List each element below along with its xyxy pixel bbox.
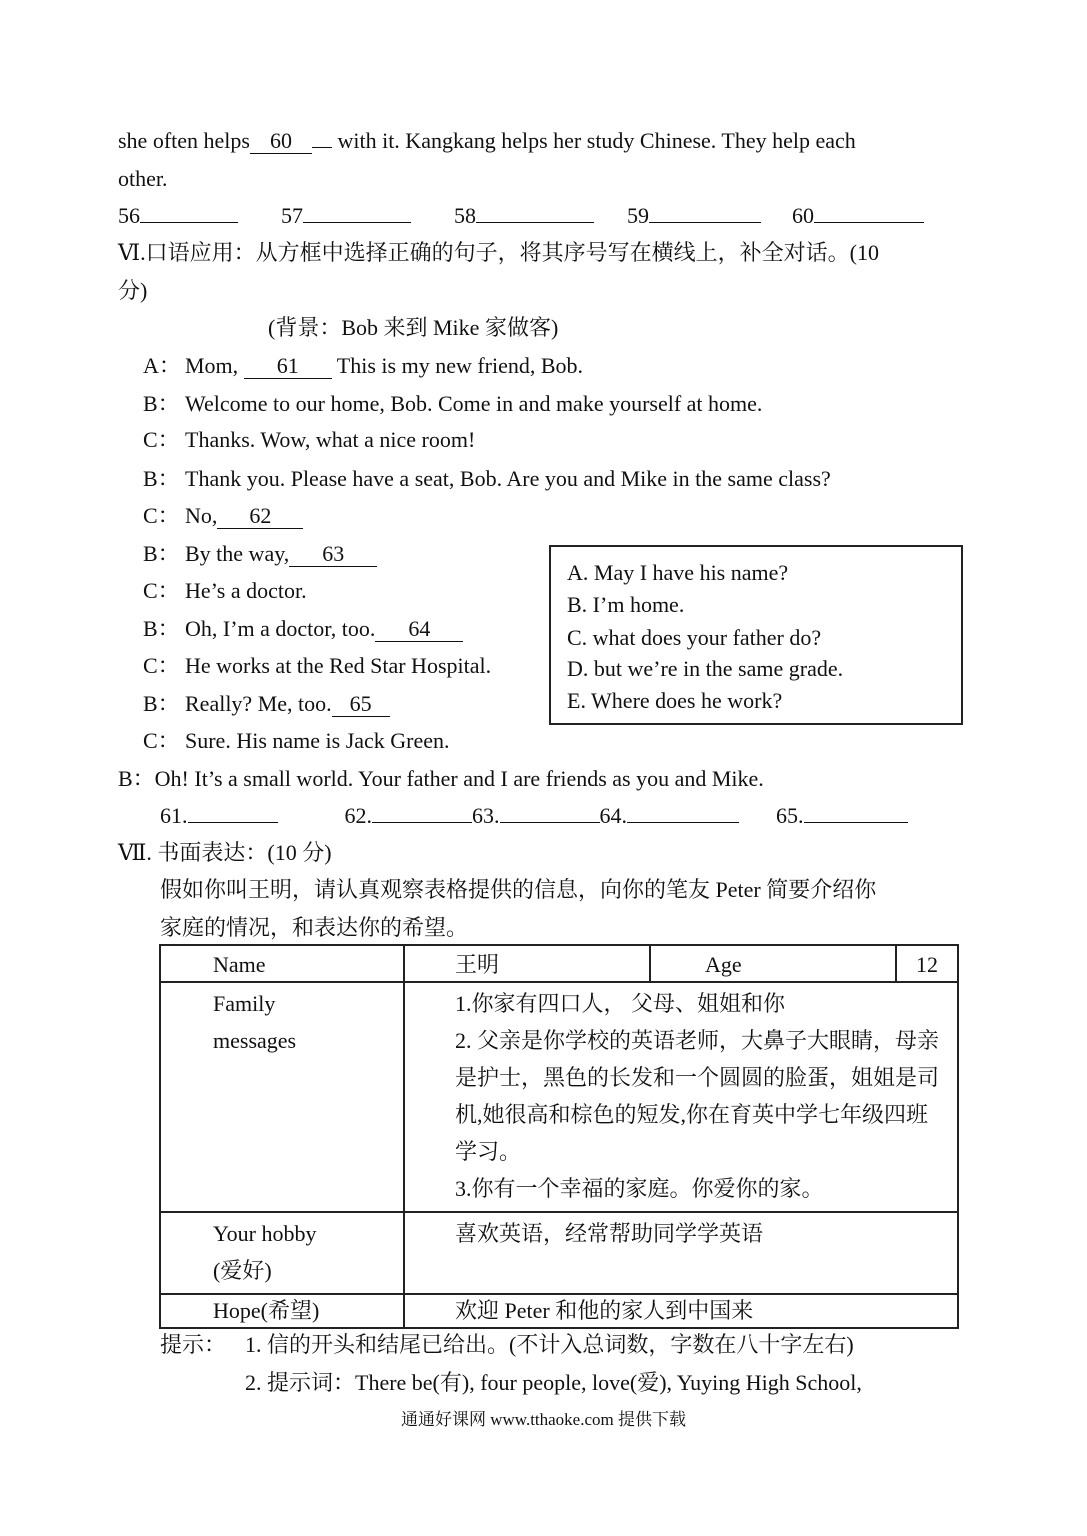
dialog-text: No, xyxy=(185,503,218,528)
answer-number: 65. xyxy=(776,803,804,828)
age-value: 12 xyxy=(896,945,958,982)
cloze-answer-row xyxy=(118,201,924,231)
cloze-line-2: other. xyxy=(118,166,168,191)
cloze-text: she often helps xyxy=(118,128,250,153)
family-label-line: Family xyxy=(213,991,276,1016)
family-messages xyxy=(404,982,958,1212)
answer-number: 56 xyxy=(118,203,140,228)
dialog-text: He works at the Red Star Hospital. xyxy=(185,653,492,678)
tips-label: 提示： xyxy=(160,1332,227,1357)
answer-number: 62. xyxy=(344,803,372,828)
answer-blank xyxy=(140,202,238,223)
table-row xyxy=(160,1294,958,1328)
answer-number: 57 xyxy=(281,203,303,228)
dialog-text: Welcome to our home, Bob. Come in and make yourself at home. xyxy=(185,391,763,416)
speaker-label: C： xyxy=(143,427,180,452)
option-c: C. what does your father do? xyxy=(567,625,822,650)
speaker-label: C： xyxy=(143,578,180,603)
cloze-line-1 xyxy=(118,126,856,156)
speaker-label: B： xyxy=(143,541,180,566)
answer-blank xyxy=(627,802,739,823)
dialog-line xyxy=(143,726,450,756)
section6-answer-row xyxy=(160,801,908,831)
dialog-text: Really? Me, too. xyxy=(185,691,332,716)
answer-blank xyxy=(188,802,278,823)
dialog-text: Thanks. Wow, what a nice room! xyxy=(185,427,476,452)
family-line: 学习。 xyxy=(455,1139,522,1164)
blank-61: 61 xyxy=(244,354,332,379)
section6-heading: Ⅵ.口语应用：从方框中选择正确的句子，将其序号写在横线上，补全对话。(10 xyxy=(118,240,879,265)
speaker-label: C： xyxy=(143,653,180,678)
hobby-value: 喜欢英语，经常帮助同学学英语 xyxy=(404,1212,958,1294)
blank-64: 64 xyxy=(375,617,463,642)
dialog-text: This is my new friend, Bob. xyxy=(331,353,584,378)
name-value: 王明 xyxy=(404,945,650,982)
option-b: B. I’m home. xyxy=(567,592,685,617)
answer-number: 58 xyxy=(454,203,476,228)
answer-blank xyxy=(372,802,472,823)
option-d: D. but we’re in the same grade. xyxy=(567,656,844,681)
info-table xyxy=(159,944,959,1329)
blank-60-tail xyxy=(312,147,332,148)
dialog-line xyxy=(143,464,831,494)
answer-number: 61. xyxy=(160,803,188,828)
dialog-text: Oh, I’m a doctor, too. xyxy=(185,616,376,641)
dialog-line xyxy=(143,614,463,644)
dialog-line xyxy=(143,351,583,381)
dialog-line xyxy=(143,425,475,455)
answer-blank xyxy=(303,202,411,223)
option-e: E. Where does he work? xyxy=(567,688,783,713)
dialog-text: Thank you. Please have a seat, Bob. Are you and Mike in the same class? xyxy=(185,466,831,491)
hobby-label xyxy=(160,1212,404,1294)
table-row xyxy=(160,945,958,982)
section7-intro: 假如你叫王明，请认真观察表格提供的信息，向你的笔友 Peter 简要介绍你 xyxy=(160,877,877,902)
family-line: 1.你家有四口人， 父母、姐姐和你 xyxy=(455,991,786,1016)
hobby-label-line: (爱好) xyxy=(213,1258,272,1283)
dialog-text: Mom, xyxy=(185,353,244,378)
blank-62: 62 xyxy=(217,504,303,529)
answer-number: 60 xyxy=(792,203,814,228)
dialog-text: He’s a doctor. xyxy=(185,578,307,603)
option-a: A. May I have his name? xyxy=(567,560,789,585)
family-label xyxy=(160,982,404,1212)
answer-blank xyxy=(814,202,924,223)
table-row xyxy=(160,982,958,1212)
dialog-line xyxy=(143,501,303,531)
answer-blank xyxy=(804,802,908,823)
family-line: 3.你有一个幸福的家庭。你爱你的家。 xyxy=(455,1176,824,1201)
hope-value: 欢迎 Peter 和他的家人到中国来 xyxy=(404,1294,958,1328)
page-footer: 通通好课网 www.tthaoke.com 提供下载 xyxy=(400,1410,687,1429)
speaker-label: C： xyxy=(143,728,180,753)
dialog-line xyxy=(143,576,307,606)
family-line: 是护士，黑色的长发和一个圆圆的脸蛋，姐姐是司 xyxy=(455,1065,940,1090)
speaker-label: A： xyxy=(143,353,181,378)
family-line: 机,她很高和棕色的短发,你在育英中学七年级四班 xyxy=(455,1102,929,1127)
answer-number: 63. xyxy=(472,803,500,828)
speaker-label: B： xyxy=(143,616,180,641)
blank-63: 63 xyxy=(289,542,377,567)
section7-intro-cont: 家庭的情况，和表达你的希望。 xyxy=(160,915,469,940)
family-label-line: messages xyxy=(213,1028,297,1053)
age-label: Age xyxy=(650,945,896,982)
family-line: 2. 父亲是你学校的英语老师，大鼻子大眼睛，母亲 xyxy=(455,1028,940,1053)
blank-60: 60 xyxy=(250,129,312,154)
answer-blank xyxy=(649,202,761,223)
speaker-label: B： xyxy=(143,466,180,491)
speaker-label: B： xyxy=(143,691,180,716)
speaker-label: B： xyxy=(143,391,180,416)
dialog-line xyxy=(143,389,762,419)
dialog-background: (背景：Bob 来到 Mike 家做客) xyxy=(268,315,559,340)
hope-label: Hope(希望) xyxy=(160,1294,404,1328)
dialog-line xyxy=(143,651,491,681)
options-box xyxy=(549,545,963,725)
answer-number: 59 xyxy=(627,203,649,228)
dialog-closing: B：Oh! It’s a small world. Your father and I are friends as you and Mike. xyxy=(118,766,764,791)
section7-heading: Ⅶ. 书面表达：(10 分) xyxy=(118,840,332,865)
answer-number: 64. xyxy=(599,803,627,828)
dialog-line xyxy=(143,689,390,719)
section6-heading-cont: 分) xyxy=(118,278,148,303)
dialog-text: By the way, xyxy=(185,541,290,566)
tip-1: 1. 信的开头和结尾已给出。(不计入总词数，字数在八十字左右) xyxy=(245,1332,854,1357)
answer-blank xyxy=(500,802,600,823)
tip-2: 2. 提示词：There be(有), four people, love(爱), Yuying High School, xyxy=(245,1370,862,1395)
cloze-text: with it. Kangkang helps her study Chinese. They help each xyxy=(337,128,856,153)
dialog-text: Sure. His name is Jack Green. xyxy=(185,728,450,753)
hobby-label-line: Your hobby xyxy=(213,1221,317,1246)
blank-65: 65 xyxy=(332,692,390,717)
dialog-line xyxy=(143,539,377,569)
table-row xyxy=(160,1212,958,1294)
name-label: Name xyxy=(160,945,404,982)
answer-blank xyxy=(476,202,594,223)
speaker-label: C： xyxy=(143,503,180,528)
